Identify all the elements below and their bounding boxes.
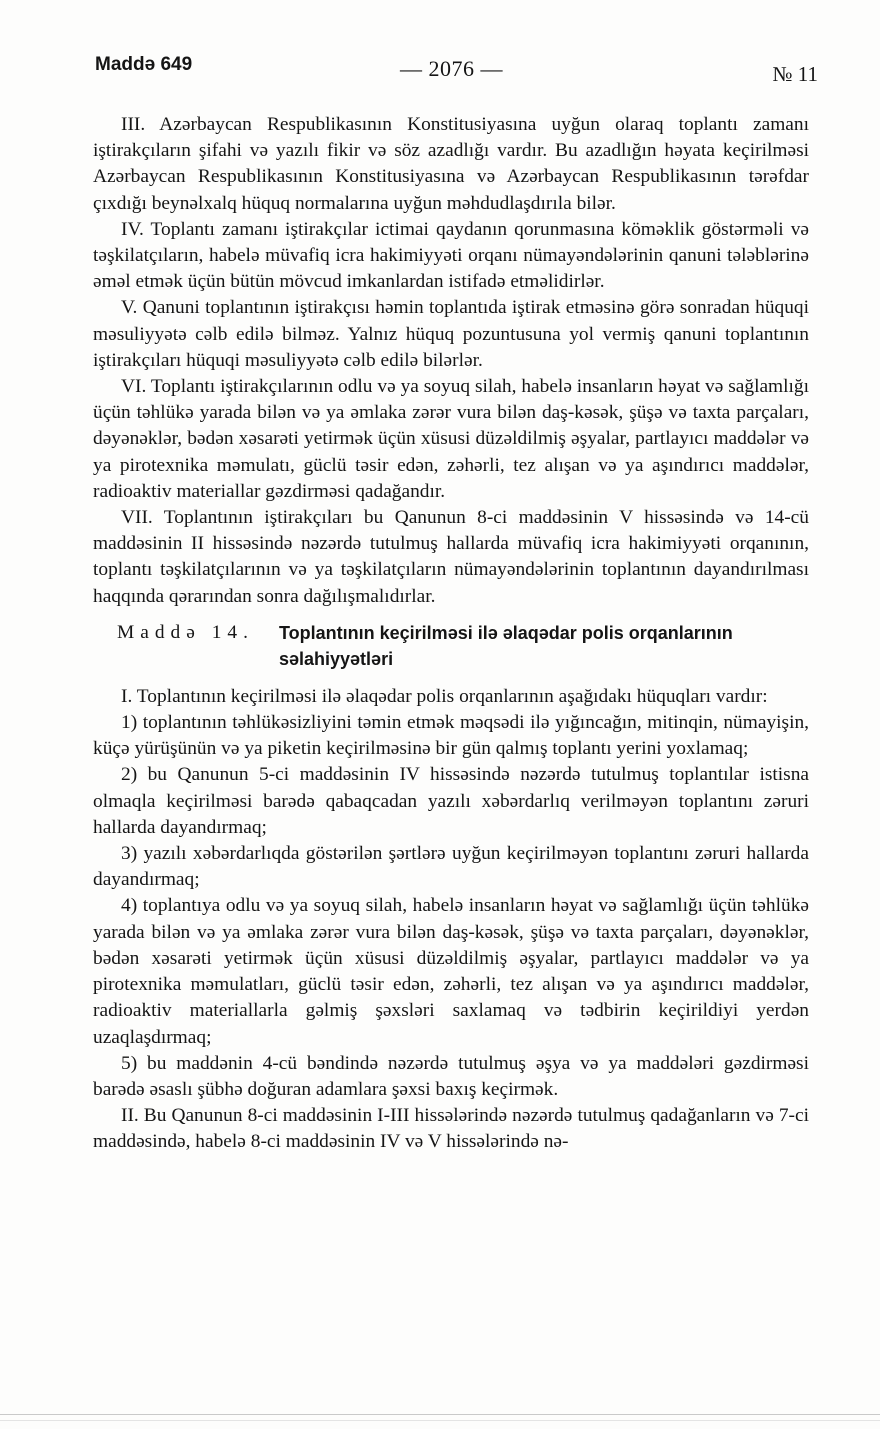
paragraph-ii: II. Bu Qanunun 8-ci maddəsinin I-III hissələrində nəzərdə tutulmuş qadağanların və 7-ci maddəsində, habelə 8-ci maddəsinin IV və V hissələrində nə- [93, 1105, 809, 1153]
list-item-4: 4) toplantıya odlu və ya soyuq silah, habelə insanların həyat və sağlamlığı üçün təhlükə yarada bilən və ya əmlaka zərər vura bilən daş-kəsək, şüşə və taxta parçaları, dəyənəklər, bədən xəsarəti yetirmək üçün xüsusi düzəldilmiş əşyalar, partlayıcı maddələr və ya pirotexnika məmulatları, güclü təsir edən, zəhərli, tez alışan və ya aşındırıcı maddələr, radioaktiv materiallarla gəlmiş şəxsləri saxlamaq və tədbirin keçirildiyi yerdən uzaqlaşdırmaq; [93, 895, 809, 1048]
article-reference: Maddə 649 [95, 54, 193, 75]
paragraph-vi: VI. Toplantı iştirakçılarının odlu və ya soyuq silah, habelə insanların həyat və sağlamlığı üçün təhlükə yarada bilən və ya əmlaka zərər vura bilən daş-kəsək, şüşə və taxta parçaları, dəyənəklər, bədən xəsarəti yetirmək üçün xüsusi düzəldilmiş əşyalar, partlayıcı maddələr və ya pirotexnika məmulatı, güclü təsir edən, zəhərli, tez alışan və ya aşındırıcı maddələr, radioaktiv materiallar gəzdirməsi qadağandır. [93, 376, 809, 502]
page-number: — 2076 — [400, 56, 503, 81]
page-header [95, 50, 818, 90]
list-item-2: 2) bu Qanunun 5-ci maddəsinin IV hissəsində nəzərdə tutulmuş toplantılar istisna olmaqla keçirilməsi barədə qabaqcadan yazılı xəbərdarlıq verilməyən toplantını zəruri hallarda dayandırmaq; [93, 764, 809, 838]
article-title: Toplantının keçirilməsi ilə əlaqədar polis orqanlarının səlahiyyətləri [279, 622, 733, 669]
list-item-1: 1) toplantının təhlükəsizliyini təmin etmək məqsədi ilə yığıncağın, mitinqin, nümayişin, küçə yürüşünün və ya piketin keçirilməsinə bir gün qalmış toplantı yerini yoxlamaq; [93, 712, 809, 760]
paragraph-iii: III. Azərbaycan Respublikasının Konstitusiyasına uyğun olaraq toplantı zamanı iştirakçıların şifahi və yazılı fikir və söz azadlığı vardır. Bu azadlığın həyata keçirilməsi Azərbaycan Respublikasının Konstitusiyasına və Azərbaycan Respublikasının tərəfdar çıxdığı beynəlxalq hüquq normalarına uyğun məhdudlaşdırıla bilər. [93, 114, 809, 214]
article-heading [93, 620, 809, 672]
page-edge-line-secondary [0, 1420, 880, 1421]
issue-number: № 11 [772, 62, 818, 86]
list-item-3: 3) yazılı xəbərdarlıqda göstərilən şərtlərə uyğun keçirilməyən toplantını zəruri hallarda dayandırmaq; [93, 843, 809, 891]
paragraph-vii: VII. Toplantının iştirakçıları bu Qanunun 8-ci maddəsinin V hissəsində və 14-cü maddəsinin II hissəsində nəzərdə tutulmuş hallarda müvafiq icra hakimiyyəti orqanının, toplantı təşkilatçılarının və ya təşkilatçıların nümayəndələrinin toplantının dayandırılması haqqında qərarından sonra dağılışmalıdırlar. [93, 507, 809, 607]
paragraph-i: I. Toplantının keçirilməsi ilə əlaqədar polis orqanlarının aşağıdakı hüquqları vardır: [121, 685, 768, 707]
page-edge-line [0, 1414, 880, 1415]
paragraph-iv: IV. Toplantı zamanı iştirakçılar ictimai qaydanın qorunmasına köməklik göstərməli və təşkilatçıların, habelə müvafiq icra hakimiyyəti orqanı nümayəndələrinin qanuni tələblərinə əməl etmək üçün bütün mövcud imkanlardan istifadə etməlidirlər. [93, 218, 809, 293]
article-number: Maddə 14. [117, 621, 254, 643]
paragraph-v: V. Qanuni toplantının iştirakçısı həmin toplantıda iştirak etməsinə görə sonradan hüquqi məsuliyyətə cəlb edilə bilməz. Yalnız hüquq pozuntusuna yol vermiş qanuni toplantının iştirakçıları hüquqi məsuliyyətə cəlb edilə bilərlər. [93, 297, 809, 371]
document-body [93, 112, 809, 1156]
list-item-5: 5) bu maddənin 4-cü bəndində nəzərdə tutulmuş əşya və ya maddələri gəzdirməsi barədə əsaslı şübhə doğuran adamlara şəxsi baxış keçirmək. [93, 1052, 809, 1100]
